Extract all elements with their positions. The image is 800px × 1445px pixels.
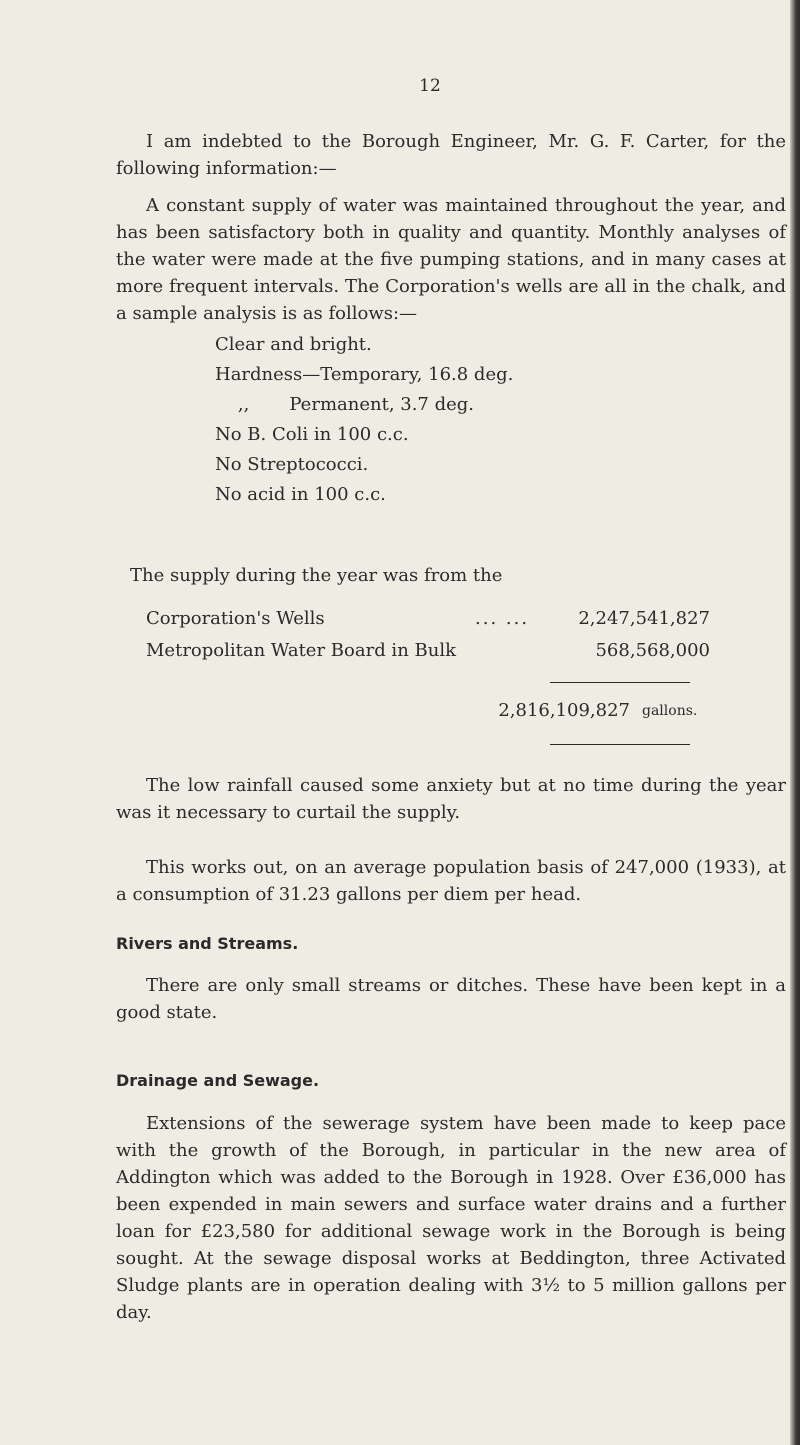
analysis-item: No B. Coli in 100 c.c. bbox=[215, 424, 409, 445]
analysis-item: No Streptococci. bbox=[215, 454, 369, 475]
supply-row-mwb bbox=[130, 640, 730, 668]
rule-above-total bbox=[550, 682, 690, 683]
water-supply-paragraph: A constant supply of water was maintained throughout the year, and has been satisfactory both in quality and quantity. Monthly analyses of the water were made at the five pumping stations, and in many cases at more frequent intervals. The Corporation's wells are all in the chalk, and a sample analysis is as follows:— bbox=[116, 195, 786, 324]
analysis-item: Clear and bright. bbox=[215, 334, 372, 355]
supply-total-value: 2,816,109,827 bbox=[498, 700, 630, 721]
supply-intro: The supply during the year was from the bbox=[130, 565, 503, 586]
rule-below-total bbox=[550, 744, 690, 745]
supply-row-wells bbox=[130, 608, 730, 636]
analysis-item: Hardness—Temporary, 16.8 deg. bbox=[215, 364, 514, 385]
page-edge-shadow bbox=[790, 0, 800, 1445]
analysis-item: No acid in 100 c.c. bbox=[215, 484, 386, 505]
rivers-paragraph: There are only small streams or ditches. These have been kept in a good state. bbox=[116, 975, 786, 1023]
supply-value: 568,568,000 bbox=[595, 640, 710, 661]
supply-label: Corporation's Wells bbox=[146, 608, 325, 629]
sample-analysis-list bbox=[215, 330, 513, 510]
intro-paragraph: I am indebted to the Borough Engineer, Mr. G. F. Carter, for the following information:— bbox=[116, 131, 786, 179]
supply-row-total bbox=[130, 700, 730, 728]
supply-total-unit: gallons. bbox=[642, 703, 698, 719]
rivers-heading: Rivers and Streams. bbox=[116, 934, 299, 953]
consumption-paragraph: This works out, on an average population basis of 247,000 (1933), at a consumption of 31.23 gallons per diem per head. bbox=[116, 857, 786, 905]
drainage-heading: Drainage and Sewage. bbox=[116, 1071, 320, 1090]
rainfall-paragraph: The low rainfall caused some anxiety but at no time during the year was it necessary to curtail the supply. bbox=[116, 775, 786, 823]
page-number: 12 bbox=[419, 76, 441, 96]
leader-dots: ... ... bbox=[475, 608, 530, 629]
supply-label: Metropolitan Water Board in Bulk bbox=[146, 640, 456, 661]
drainage-paragraph: Extensions of the sewerage system have been made to keep pace with the growth of the Borough, in particular in the new area of Addington which was added to the Borough in 1928. Over £36,000 has been expended in main sewers and surface water drains and a further loan for £23,580 for additional sewage work in the Borough is being sought. At the sewage disposal works at Beddington, three Activated Sludge plants are in operation dealing with 3½ to 5 million gallons per day. bbox=[116, 1113, 786, 1323]
supply-value: 2,247,541,827 bbox=[578, 608, 710, 629]
analysis-item: ,, Permanent, 3.7 deg. bbox=[215, 394, 475, 415]
